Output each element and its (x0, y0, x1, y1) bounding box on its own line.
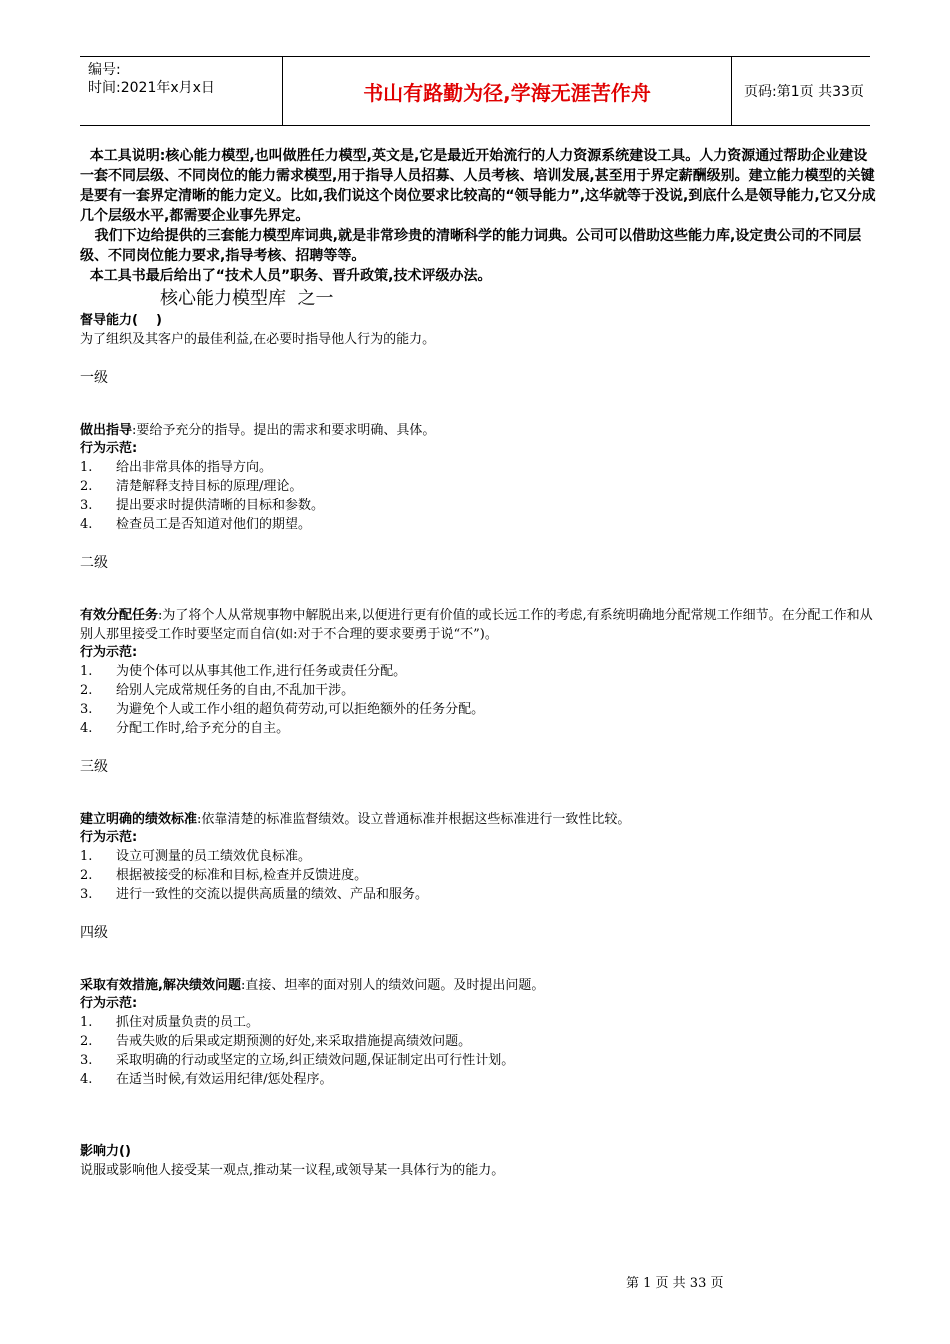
behavior-label: 行为示范: (80, 645, 138, 660)
list-item: 4. 检查员工是否知道对他们的期望。 (80, 517, 312, 532)
competency-title: 影响力() (80, 1144, 131, 1159)
competency-title: 督导能力( ) (80, 313, 162, 328)
level-description (80, 976, 880, 995)
list-item: 1. 设立可测量的员工绩效优良标准。 (80, 849, 312, 864)
document-body (80, 146, 880, 1180)
page-code: 页码:第1页 共33页 (744, 84, 864, 100)
level-skill-text: :依靠清楚的标准监督绩效。设立普通标准并根据这些标准进行一致性比较。 (197, 812, 631, 827)
level-skill-text: :为了将个人从常规事物中解脱出来,以便进行更有价值的或长远工作的考虑,有系统明确地分配常规工作细节。在分配工作和从别人那里接受工作时要坚定而自信(如:对于不合理的要求要勇于说“不”)。 (80, 608, 873, 642)
intro-paragraph: 我们下边给提供的三套能力模型库词典,就是非常珍贵的清晰科学的能力词典。公司可以借助这些能力库,设定贵公司的不同层级、不同岗位能力要求,指导考核、招聘等等。 (80, 228, 862, 264)
list-item: 2. 给别人完成常规任务的自由,不乱加干涉。 (80, 683, 355, 698)
page-header (80, 56, 870, 126)
list-item: 1. 为使个体可以从事其他工作,进行任务或责任分配。 (80, 664, 407, 679)
level-block (80, 606, 880, 738)
competency-definition: 为了组织及其客户的最佳利益,在必要时指导他人行为的能力。 (80, 332, 436, 347)
header-page-code (732, 57, 870, 125)
behavior-list (80, 662, 880, 738)
list-item: 2. 告戒失败的后果或定期预测的好处,来采取措施提高绩效问题。 (80, 1034, 472, 1049)
list-item: 1. 给出非常具体的指导方向。 (80, 460, 273, 475)
list-item: 4. 分配工作时,给予充分的自主。 (80, 721, 290, 736)
behavior-label: 行为示范: (80, 441, 138, 456)
level-skill-name: 做出指导 (80, 423, 133, 438)
behavior-label: 行为示范: (80, 996, 138, 1011)
list-item: 3. 进行一致性的交流以提供高质量的绩效、产品和服务。 (80, 887, 429, 902)
level-description (80, 606, 880, 644)
behavior-list (80, 847, 880, 904)
header-meta (80, 57, 282, 125)
intro (80, 146, 880, 286)
level-skill-name: 采取有效措施,解决绩效问题 (80, 978, 241, 993)
level-description (80, 421, 880, 440)
time-label: 时间:2021年x月x日 (88, 80, 215, 96)
level-skill-name: 有效分配任务 (80, 608, 159, 623)
list-item: 4. 在适当时候,有效运用纪律/惩处程序。 (80, 1072, 333, 1087)
behavior-list (80, 458, 880, 534)
intro-paragraph: 本工具书最后给出了“技术人员”职务、晋升政策,技术评级办法。 (80, 268, 492, 284)
level-block (80, 421, 880, 534)
competency-definition: 说服或影响他人接受某一观点,推动某一议程,或领导某一具体行为的能力。 (80, 1163, 505, 1178)
level-skill-text: :直接、坦率的面对别人的绩效问题。及时提出问题。 (240, 978, 545, 993)
level-heading: 二级 (80, 555, 108, 571)
level-heading: 四级 (80, 925, 108, 941)
level-heading: 三级 (80, 759, 108, 775)
level-skill-name: 建立明确的绩效标准 (80, 812, 198, 827)
page-footer: 第 1 页 共 33 页 (626, 1276, 724, 1291)
list-item: 3. 采取明确的行动或坚定的立场,纠正绩效问题,保证制定出可行性计划。 (80, 1053, 515, 1068)
list-item: 3. 提出要求时提供清晰的目标和参数。 (80, 498, 325, 513)
level-description (80, 810, 880, 829)
level-block (80, 976, 880, 1089)
list-item: 2. 清楚解释支持目标的原理/理论。 (80, 479, 303, 494)
library-title: 核心能力模型库 之一 (160, 288, 334, 309)
level-skill-text: :要给予充分的指导。提出的需求和要求明确、具体。 (132, 423, 436, 438)
list-item: 1. 抓住对质量负责的员工。 (80, 1015, 260, 1030)
number-label: 编号: (88, 62, 121, 78)
list-item: 3. 为避免个人或工作小组的超负荷劳动,可以拒绝额外的任务分配。 (80, 702, 485, 717)
behavior-list (80, 1013, 880, 1089)
behavior-label: 行为示范: (80, 830, 138, 845)
header-motto: 书山有路勤为径,学海无涯苦作舟 (282, 57, 732, 125)
intro-paragraph: 本工具说明:核心能力模型,也叫做胜任力模型,英文是,它是最近开始流行的人力资源系统建设工具。人力资源通过帮助企业建设一套不同层级、不同岗位的能力需求模型,用于指导人员招募、人员考核、培训发展,甚至用于界定薪酬级别。建立能力模型的关键是要有一套界定清晰的能力定义。比如,我们说这个岗位要求比较高的“领导能力”,这华就等于没说,到底什么是领导能力,它又分成几个层级水平,都需要企业事先界定。 (80, 148, 876, 224)
list-item: 2. 根据被接受的标准和目标,检查并反馈进度。 (80, 868, 368, 883)
level-block (80, 810, 880, 904)
level-heading: 一级 (80, 370, 108, 386)
